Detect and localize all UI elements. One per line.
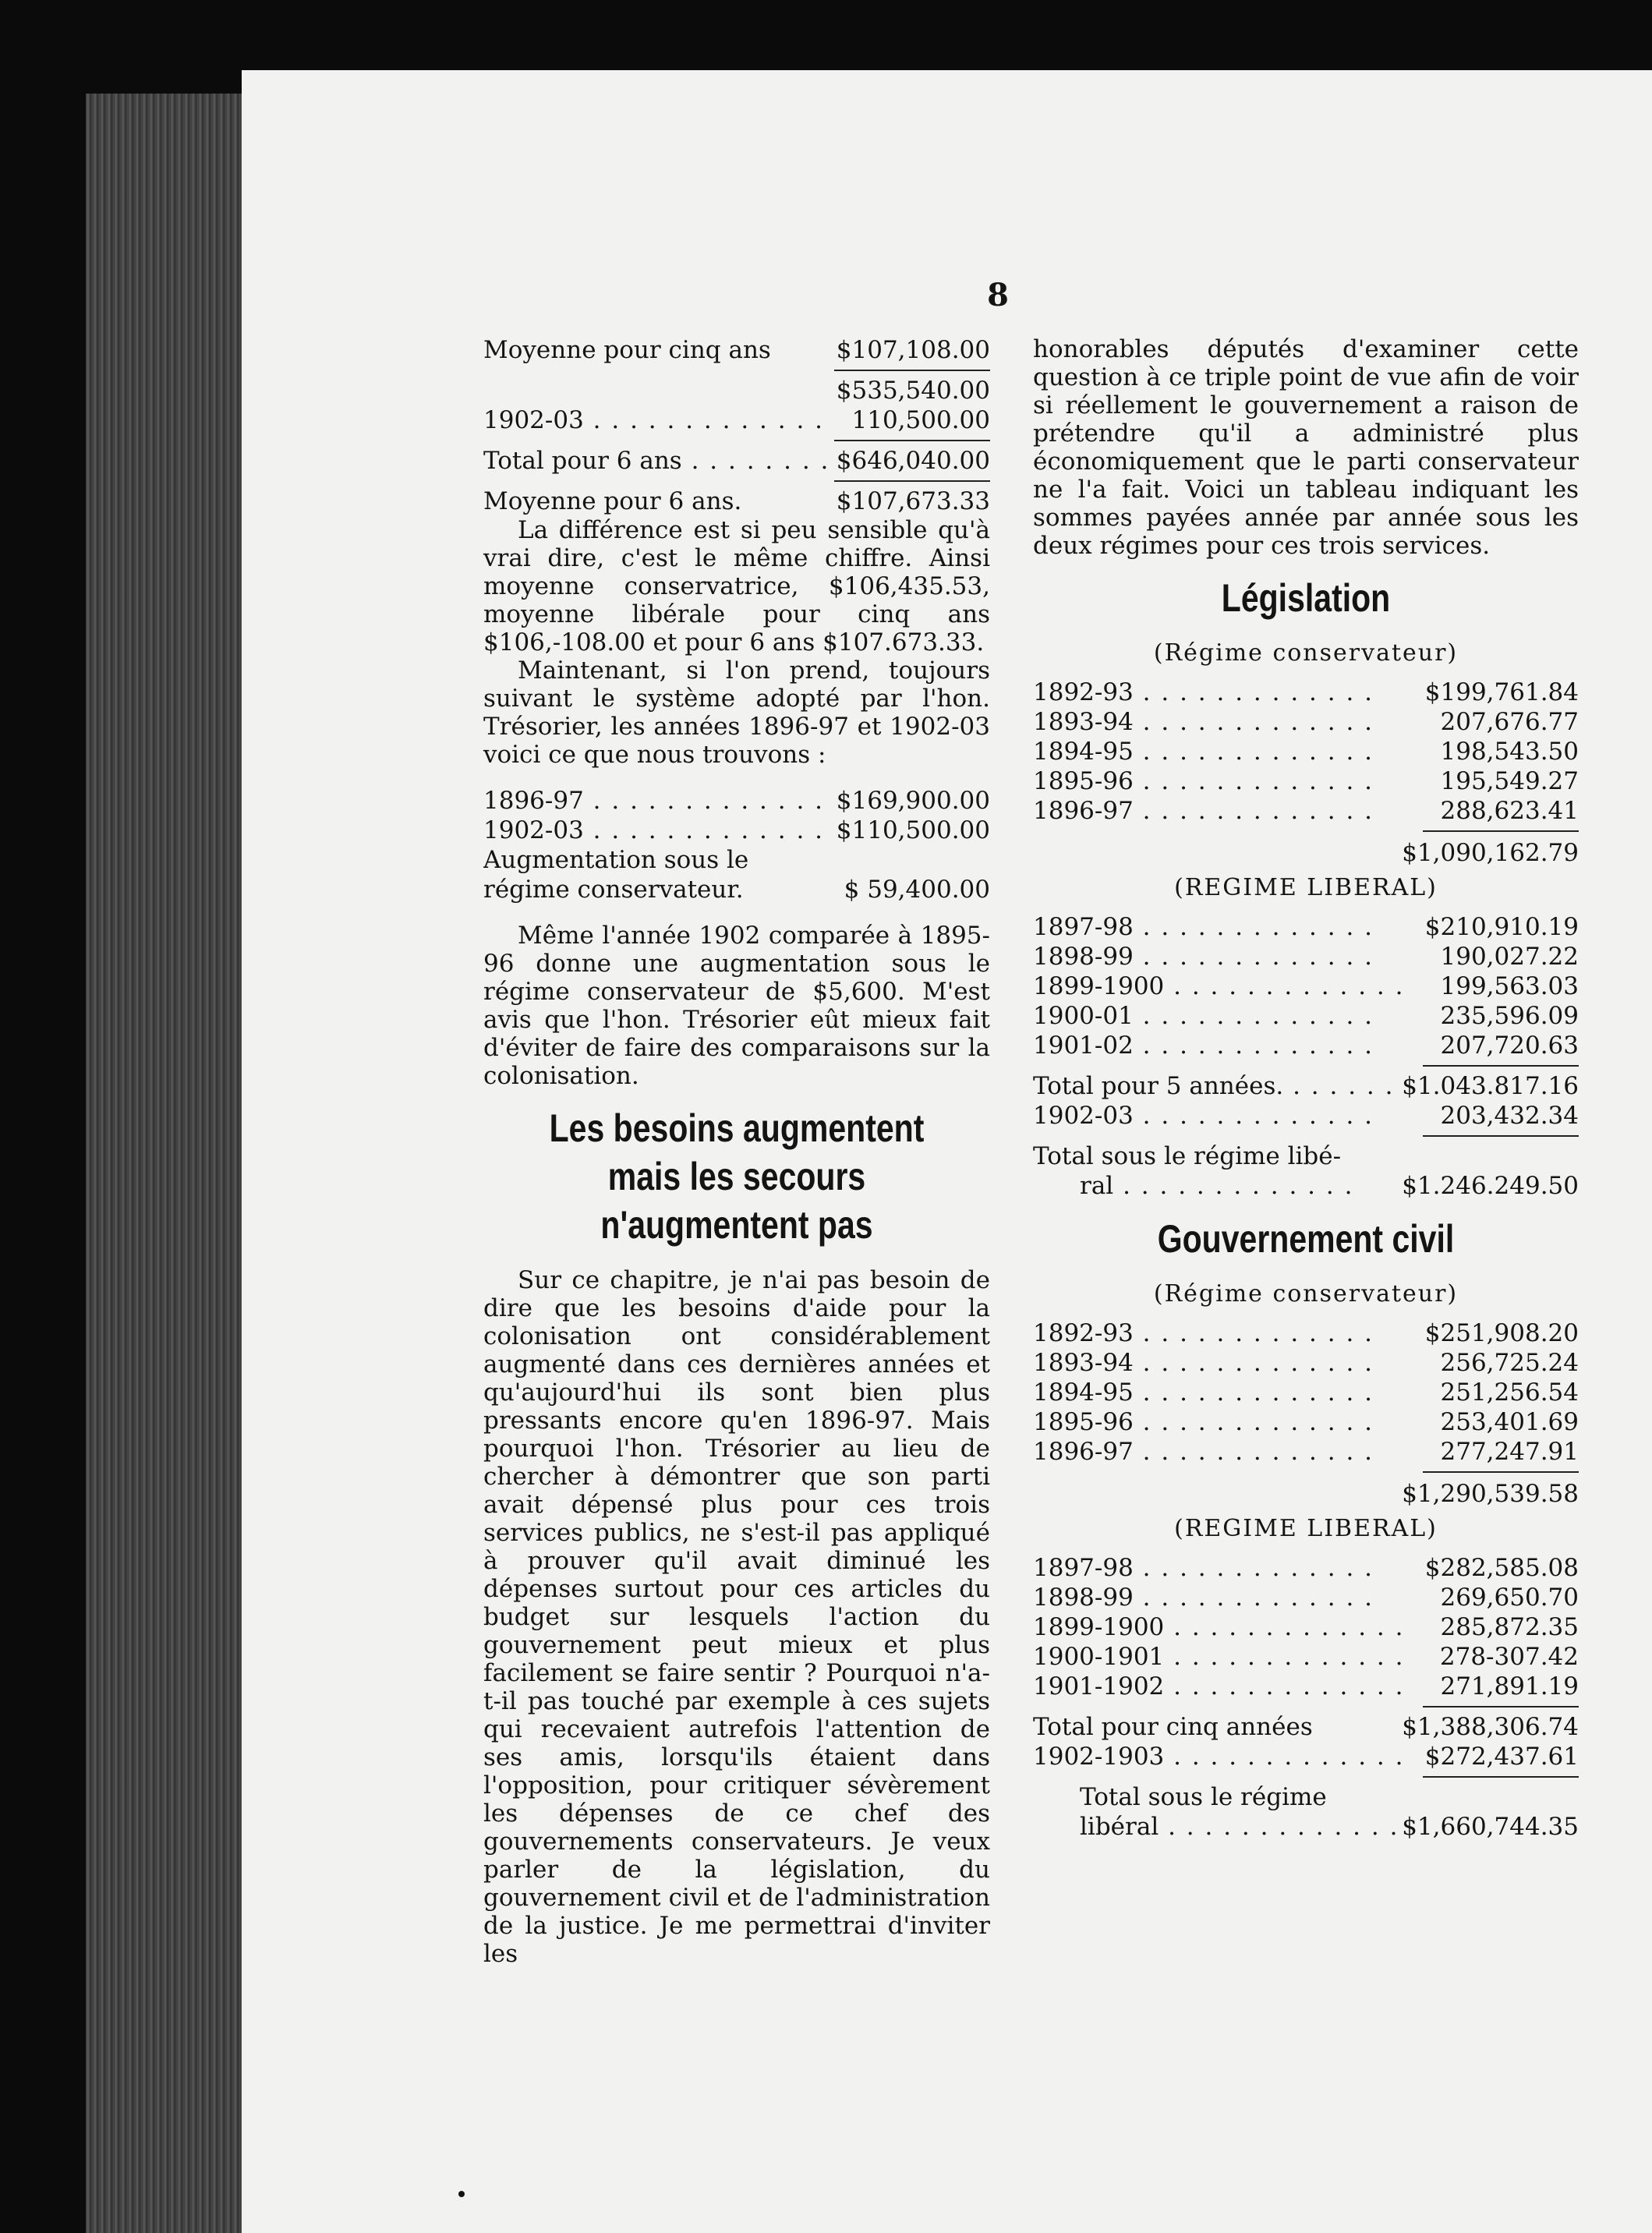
row-value: 278-307.42 xyxy=(1439,1643,1579,1671)
row-label: 1899-1900 xyxy=(1033,972,1165,1000)
table-row xyxy=(1033,942,1579,971)
row-label: 1895-96 xyxy=(1033,1408,1134,1436)
average-five-years-row xyxy=(483,335,990,365)
row-label: ral xyxy=(1080,1172,1114,1200)
sum-rule xyxy=(1423,1065,1579,1067)
row-label: 1902-1903 xyxy=(1033,1743,1165,1771)
row-label: 1899-1900 xyxy=(1033,1613,1165,1641)
total-six-years-row xyxy=(483,446,990,476)
table-row xyxy=(1033,1583,1579,1612)
film-edge-strip xyxy=(86,94,242,2233)
row-label: libéral xyxy=(1080,1813,1159,1841)
row-label: 1897-98 xyxy=(1033,1554,1134,1582)
table-row xyxy=(1033,1407,1579,1437)
liberal-five-year-total-row xyxy=(1033,1712,1579,1742)
row-label: Total sous le régime xyxy=(1080,1783,1327,1811)
row-label: 1897-98 xyxy=(1033,913,1134,941)
row-label: 1894-95 xyxy=(1033,738,1134,766)
table-row xyxy=(1033,766,1579,796)
conservative-total: $1,090,162.79 xyxy=(1402,839,1579,867)
table-row xyxy=(1033,1612,1579,1642)
table-row xyxy=(1033,1642,1579,1672)
grand-total-row xyxy=(1033,1171,1579,1201)
row-label: 1894-95 xyxy=(1033,1378,1134,1407)
row-value: 285,872.35 xyxy=(1440,1613,1579,1641)
year-1902-03-row xyxy=(483,405,990,435)
sum-rule xyxy=(1423,1471,1579,1473)
table-row xyxy=(1033,1437,1579,1467)
row-label: 1893-94 xyxy=(1033,708,1134,736)
table-row xyxy=(1033,1672,1579,1701)
row-value: $ 59,400.00 xyxy=(844,876,990,904)
section-heading-legislation: Législation xyxy=(1221,576,1391,620)
row-label: 1892-93 xyxy=(1033,1319,1134,1347)
grand-total-label-row xyxy=(1033,1782,1579,1812)
row-value: $646,040.00 xyxy=(836,447,990,475)
row-label: 1902-03 xyxy=(1033,1102,1134,1130)
row-value: $1,388,306.74 xyxy=(1402,1713,1579,1741)
row-value: $1,660,744.35 xyxy=(1402,1813,1579,1841)
subtotal-row xyxy=(483,376,990,405)
section-heading-gouvernement-civil: Gouvernement civil xyxy=(1157,1217,1455,1261)
row-label: Augmentation sous le régime conservateur. xyxy=(483,846,749,904)
row-value: $1.043.817.16 xyxy=(1402,1072,1579,1100)
row-value: 199,563.03 xyxy=(1440,972,1579,1000)
year-1902-1903-row xyxy=(1033,1742,1579,1771)
row-label: Total pour 5 années. xyxy=(1033,1072,1284,1100)
page-number: 8 xyxy=(987,277,1009,313)
row-value: 256,725.24 xyxy=(1440,1349,1579,1377)
sum-rule xyxy=(834,440,990,441)
grand-total-label-row xyxy=(1033,1141,1579,1171)
table-row xyxy=(1033,912,1579,942)
row-value: $251,908.20 xyxy=(1424,1319,1579,1347)
average-six-years-row xyxy=(483,487,990,516)
row-label: 1896-97 xyxy=(1033,797,1134,825)
row-value: 198,543.50 xyxy=(1440,738,1579,766)
row-value: $272,437.61 xyxy=(1424,1743,1579,1771)
row-value: $535,540.00 xyxy=(836,377,990,405)
compare-row-1902-03 xyxy=(483,816,990,845)
paragraph-meme-annee: Même l'année 1902 comparée à 1895-96 donne une augmentation sous le régime conservateur de $5,600. M'est avis que l'hon. Trésorier eût mieux fait d'éviter de faire des comparaisons sur la colonisation. xyxy=(483,922,990,1090)
year-1902-03-row xyxy=(1033,1101,1579,1131)
row-label: Moyenne pour cinq ans xyxy=(483,336,771,364)
row-value: 271,891.19 xyxy=(1440,1672,1579,1700)
table-row xyxy=(1033,1318,1579,1348)
row-value: 288,623.41 xyxy=(1440,797,1579,825)
row-label: 1900-1901 xyxy=(1033,1643,1165,1671)
table-row xyxy=(1033,1378,1579,1407)
row-value: $210,910.19 xyxy=(1424,913,1579,941)
augmentation-row xyxy=(483,845,990,904)
paragraph-difference: La différence est si peu sensible qu'à vrai dire, c'est le même chiffre. Ainsi moyenne conservatrice, $106,435.53, moyenne libérale pour cinq ans $106,-108.00 et pour 6 ans $107.673.33. xyxy=(483,516,990,656)
row-label: 1898-99 xyxy=(1033,943,1134,971)
table-row xyxy=(1033,796,1579,826)
row-value: $169,900.00 xyxy=(836,787,990,815)
row-value: 253,401.69 xyxy=(1440,1408,1579,1436)
table-row xyxy=(1033,1348,1579,1378)
row-label: 1900-01 xyxy=(1033,1002,1134,1030)
row-value: 203,432.34 xyxy=(1440,1102,1579,1130)
row-label: 1898-99 xyxy=(1033,1584,1134,1612)
row-value: $1.246.249.50 xyxy=(1402,1172,1579,1200)
row-label: 1892-93 xyxy=(1033,678,1134,706)
row-label: Total pour cinq années xyxy=(1033,1713,1313,1741)
regime-liberal-label: (REGIME LIBERAL) xyxy=(1174,1515,1438,1542)
row-value: $110,500.00 xyxy=(836,816,990,844)
row-value: $107,673.33 xyxy=(836,487,990,515)
regime-conservateur-label: (Régime conservateur) xyxy=(1153,639,1459,667)
table-row xyxy=(1033,678,1579,707)
conservative-total: $1,290,539.58 xyxy=(1402,1480,1579,1508)
section-heading-besoins: Les besoins augmentent mais les secours n'augmentent pas xyxy=(549,1106,925,1247)
row-value: 195,549.27 xyxy=(1440,767,1579,795)
grand-total-row xyxy=(1033,1812,1579,1842)
sum-rule xyxy=(1423,1706,1579,1707)
row-label: 1901-1902 xyxy=(1033,1672,1165,1700)
paragraph-continuation: honorables députés d'examiner cette question à ce triple point de vue afin de voir si réellement le gouvernement a raison de prétendre qu'il a administré plus économiquement que le parti conservateur ne l'a fait. Voici un tableau indiquant les sommes payées année par année sous les deux régimes pour ces trois services. xyxy=(1033,335,1579,560)
compare-row-1896-97 xyxy=(483,786,990,816)
row-label: Moyenne pour 6 ans. xyxy=(483,487,742,515)
table-row xyxy=(1033,737,1579,766)
regime-conservateur-label: (Régime conservateur) xyxy=(1153,1280,1459,1308)
row-value: 251,256.54 xyxy=(1440,1378,1579,1407)
row-label: 1902-03 xyxy=(483,406,584,434)
row-value: $282,585.08 xyxy=(1424,1554,1579,1582)
row-value: 277,247.91 xyxy=(1440,1438,1579,1466)
table-row xyxy=(1033,971,1579,1001)
paragraph-maintenant: Maintenant, si l'on prend, toujours suivant le système adopté par l'hon. Trésorier, les années 1896-97 et 1902-03 voici ce que nous trouvons : xyxy=(483,656,990,769)
row-label: Total pour 6 ans xyxy=(483,447,682,475)
right-column xyxy=(1033,335,1579,1842)
row-label: 1895-96 xyxy=(1033,767,1134,795)
table-row xyxy=(1033,707,1579,737)
table-row xyxy=(1033,1001,1579,1031)
row-value: $107,108.00 xyxy=(836,336,990,364)
row-value: $199,761.84 xyxy=(1424,678,1579,706)
left-column xyxy=(483,335,990,1968)
regime-liberal-label: (REGIME LIBERAL) xyxy=(1174,874,1438,901)
row-label: 1901-02 xyxy=(1033,1032,1134,1060)
sum-rule xyxy=(1423,1135,1579,1137)
row-label: 1893-94 xyxy=(1033,1349,1134,1377)
row-value: 269,650.70 xyxy=(1440,1584,1579,1612)
row-value: 110,500.00 xyxy=(851,406,990,434)
sum-rule xyxy=(1423,1776,1579,1778)
row-value: 190,027.22 xyxy=(1440,943,1579,971)
sum-rule xyxy=(1423,830,1579,832)
sum-rule xyxy=(834,370,990,371)
row-value: 207,720.63 xyxy=(1440,1032,1579,1060)
paragraph-sur-ce-chapitre: Sur ce chapitre, je n'ai pas besoin de dire que les besoins d'aide pour la colonisation ont considérablement augmenté dans ces dernières années et qu'aujourd'hui ils sont bien plus pressants encore qu'en 1896-97. Mais pourquoi l'hon. Trésorier au lieu de chercher à démontrer que son parti avait dépensé plus pour ces trois services publics, ne s'est-il pas appliqué à prouver qu'il avait diminué les dépenses surtout pour ces articles du budget sur lesquels l'action du gouvernement peut mieux et plus facilement se faire sentir ? Pourquoi n'a-t-il pas touché par exemple à ces sujets qui recevaient autrefois l'attention de ses amis, lorsqu'ils étaient dans l'opposition, pour critiquer sévèrement les dépenses de ce chef des gouvernements conservateurs. Je veux parler de la législation, du gouvernement civil et de l'administration de la justice. Je me permettrai d'inviter les xyxy=(483,1266,990,1968)
liberal-five-year-total-row xyxy=(1033,1071,1579,1101)
row-value: 207,676.77 xyxy=(1440,708,1579,736)
sum-rule xyxy=(834,480,990,482)
row-label: 1902-03 xyxy=(483,816,584,844)
table-row xyxy=(1033,1553,1579,1583)
table-row xyxy=(1033,1031,1579,1060)
row-label: 1896-97 xyxy=(483,787,584,815)
row-value: 235,596.09 xyxy=(1440,1002,1579,1030)
row-label: 1896-97 xyxy=(1033,1438,1134,1466)
speck-mark xyxy=(458,2191,465,2197)
row-label: Total sous le régime libé- xyxy=(1033,1142,1342,1170)
